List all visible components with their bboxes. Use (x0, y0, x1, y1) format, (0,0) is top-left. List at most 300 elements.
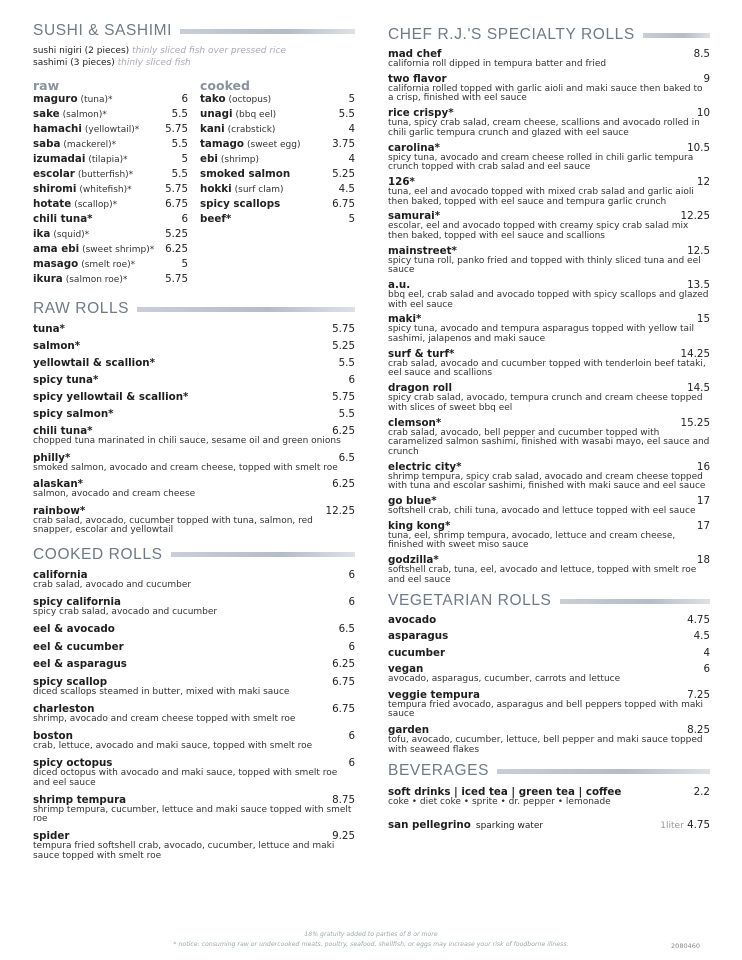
sushi-item (33, 168, 188, 183)
item-name: go blue* (388, 494, 437, 507)
item-translation: (scallop)* (74, 200, 118, 210)
item-price: 12 (696, 175, 710, 188)
menu-item (388, 495, 710, 517)
item-translation: (shrimp) (220, 155, 259, 165)
item-desc: smoked salmon, avocado and cream cheese, topped with smelt roe (33, 462, 338, 473)
item-name: chili tuna* (33, 213, 93, 225)
menu-item (388, 554, 710, 585)
item-translation: (crabstick) (227, 125, 276, 135)
header-rule (497, 769, 710, 774)
item-name: shiromi (33, 183, 77, 195)
item-desc: tofu, avocado, cucumber, lettuce, bell pepper and maki sauce topped with seaweed flakes (388, 734, 703, 755)
menu-item (33, 830, 355, 861)
item-price: 15.25 (680, 416, 710, 429)
item-price: 6 (181, 213, 188, 225)
menu-item (33, 391, 355, 403)
header-rule (180, 29, 355, 34)
vegetarian-title: VEGETARIAN ROLLS (388, 592, 552, 610)
item-price: 13.5 (687, 279, 710, 292)
item-price: 5.75 (332, 323, 355, 335)
item-price: 12.25 (680, 210, 710, 223)
header-rule (171, 552, 355, 557)
item-name: yellowtail & scallion* (33, 357, 155, 369)
right-column (388, 0, 710, 832)
menu-item (33, 505, 355, 536)
specialty-title: CHEF R.J.'S SPECIALTY ROLLS (388, 26, 635, 43)
menu-item (33, 757, 355, 788)
item-price: 5.5 (171, 108, 188, 120)
item-row (388, 245, 710, 257)
item-row (33, 357, 355, 369)
item-desc: spicy crab salad, avocado, tempura crunch and cream cheese topped with slices of sweet bbq eel (388, 393, 703, 413)
specialty-header (388, 25, 710, 45)
item-name: ikura (33, 273, 63, 285)
item-name: spicy octopus (33, 756, 113, 769)
beverages-header (388, 761, 710, 781)
item-name: king kong* (388, 519, 451, 532)
item-name: smoked salmon (200, 168, 291, 180)
item-name: tuna* (33, 323, 65, 335)
item-name: unagi (200, 108, 233, 120)
item-row (388, 348, 710, 360)
item-name: shrimp tempura (33, 793, 127, 806)
item-name: kani (200, 123, 225, 135)
item-name: alaskan* (33, 478, 84, 491)
item-name: ama ebi (33, 243, 80, 255)
item-name: garden (388, 723, 430, 736)
item-price: 5.75 (165, 183, 188, 195)
item-name: rice crispy* (388, 107, 454, 120)
item-name: vegan (388, 662, 424, 675)
sushi-item (33, 273, 188, 288)
item-name: eel & asparagus (33, 658, 127, 671)
item-price: 6 (348, 640, 355, 653)
menu-item (33, 703, 355, 725)
item-price: 6 (348, 568, 355, 581)
item-name: escolar (33, 168, 75, 180)
item-price: 12.25 (325, 504, 355, 517)
item-price: 5.25 (165, 228, 188, 240)
item-price: 17 (696, 519, 710, 532)
item-price: 5 (181, 258, 188, 270)
menu-item (388, 382, 710, 413)
item-price: 10 (696, 107, 710, 120)
vegetarian-header (388, 591, 710, 611)
item-row (388, 663, 710, 675)
item-price: 5.75 (165, 123, 188, 135)
beverage-soft-drinks (388, 786, 710, 808)
item-price: 6 (348, 596, 355, 609)
raw-rolls-header (33, 299, 355, 319)
menu-item (388, 107, 710, 138)
item-price: 4 (703, 646, 710, 659)
item-name: california (33, 568, 88, 581)
item-name: hamachi (33, 123, 82, 135)
item-translation: (whitefish)* (79, 185, 132, 195)
item-desc: tuna, eel, shrimp tempura, avocado, lettuce and cream cheese, finished with sweet miso sauce (388, 530, 676, 551)
cooked-rolls-list (33, 569, 355, 862)
menu-item (388, 417, 710, 458)
menu-item (33, 569, 355, 591)
item-name: ika (33, 228, 51, 240)
item-translation: (smelt roe)* (81, 260, 136, 270)
item-name: chili tuna* (33, 425, 93, 437)
item-row (33, 452, 355, 464)
item-translation: (salmon)* (62, 110, 107, 120)
item-price: 14.5 (687, 382, 710, 395)
item-name: san pellegrino (388, 818, 471, 831)
sushi-grid (33, 78, 355, 288)
item-translation: (surf clam) (234, 185, 284, 195)
raw-rolls-title: RAW ROLLS (33, 300, 130, 317)
menu-item (33, 658, 355, 670)
menu-item (388, 724, 710, 755)
item-name: avocado (388, 614, 437, 627)
item-desc: crab salad, avocado, bell pepper and cucumber topped with caramelized salmon sashimi, finished with wasabi mayo, eel sauce and crunch (388, 427, 710, 457)
item-name: tamago (200, 138, 244, 150)
item-name: 126* (388, 175, 415, 188)
menu-item (388, 647, 710, 659)
sushi-item (200, 168, 355, 183)
item-price: 8.75 (332, 793, 355, 806)
item-name: two flavor (388, 72, 447, 85)
menu-item (388, 48, 710, 70)
item-price: 5.5 (171, 138, 188, 150)
sashimi-line: sashimi (3 pieces) thinly sliced fish (33, 57, 191, 68)
item-row (33, 340, 355, 352)
item-name: eel & avocado (33, 623, 115, 636)
item-row (388, 614, 710, 626)
item-desc: sparking water (475, 820, 544, 831)
sushi-item (33, 123, 188, 138)
sushi-item (200, 123, 355, 138)
item-desc: shrimp, avocado and cream cheese topped with smelt roe (33, 713, 296, 724)
item-name: maguro (33, 93, 78, 105)
item-name: mad chef (388, 48, 442, 60)
item-price: 3.75 (332, 138, 355, 150)
item-price: 6.25 (165, 243, 188, 255)
item-row (33, 623, 355, 635)
item-name: cucumber (388, 646, 446, 659)
item-desc: tuna, spicy crab salad, cream cheese, scallions and avocado rolled in chili garlic tempura crunch and glazed with eel sauce (388, 118, 700, 138)
item-price: 5.5 (338, 357, 355, 369)
menu-item (33, 340, 355, 352)
item-translation: (salmon roe)* (65, 275, 128, 285)
item-row (388, 647, 710, 659)
item-name: hotate (33, 198, 72, 210)
nigiri-line: sushi nigiri (2 pieces) thinly sliced fish over pressed rice (33, 46, 287, 56)
item-price: 9 (703, 72, 710, 85)
item-name: soft drinks | iced tea | green tea | coffee (388, 786, 622, 799)
item-price: 5.75 (332, 391, 355, 403)
menu-item (33, 623, 355, 635)
item-price: 9.25 (332, 830, 355, 843)
item-price: 5.5 (338, 108, 355, 120)
item-desc: tempura fried softshell crab, avocado, cucumber, lettuce and maki sauce topped with smelt roe (33, 841, 335, 861)
item-desc: california rolled topped with garlic aioli and maki sauce then baked to a crisp, finished with eel sauce (388, 83, 703, 104)
sushi-item (200, 138, 355, 153)
item-translation: (bbq eel) (235, 110, 277, 120)
sushi-item (33, 258, 188, 273)
item-name: salmon* (33, 340, 81, 352)
item-price: 4.75 (687, 818, 710, 831)
menu-item (33, 374, 355, 386)
item-name: veggie tempura (388, 688, 480, 701)
menu-item (33, 357, 355, 369)
item-desc: diced octopus with avocado and maki sauce, topped with smelt roe and eel sauce (33, 767, 338, 788)
item-row (388, 630, 710, 642)
item-name: sake (33, 108, 60, 120)
sushi-item (200, 108, 355, 123)
item-price: 4.5 (693, 630, 710, 643)
item-price: 6.5 (338, 623, 355, 636)
item-name: surf & turf* (388, 347, 455, 360)
header-rule (137, 307, 355, 312)
item-translation: (butterfish)* (77, 170, 134, 180)
item-name: a.u. (388, 279, 411, 292)
item-desc: salmon, avocado and cream cheese (33, 489, 196, 500)
item-translation: (mackerel)* (63, 140, 117, 150)
item-name: spicy salmon* (33, 408, 114, 420)
item-name: clemson* (388, 416, 442, 429)
item-price: 10.5 (687, 141, 710, 154)
item-name: charleston (33, 702, 95, 715)
menu-item (388, 689, 710, 720)
item-price: 5 (181, 153, 188, 165)
cooked-subheading: cooked (200, 78, 250, 93)
item-price: 6.75 (165, 198, 188, 210)
header-rule (560, 599, 711, 604)
item-name: tako (200, 93, 226, 105)
menu-item (388, 663, 710, 685)
menu-item (388, 279, 710, 310)
menu-item (388, 614, 710, 626)
raw-rolls-list (33, 323, 355, 536)
item-price: 5.5 (171, 168, 188, 180)
item-name: maki* (388, 313, 422, 326)
sushi-item (33, 183, 188, 198)
item-name: electric city* (388, 460, 462, 473)
cooked-rolls-header (33, 545, 355, 565)
item-row (33, 641, 355, 653)
menu-item (33, 596, 355, 618)
item-name: godzilla* (388, 554, 439, 567)
item-desc: crab, lettuce, avocado and maki sauce, topped with smelt roe (33, 740, 313, 751)
item-row (33, 676, 355, 688)
item-name: mainstreet* (388, 244, 457, 257)
item-price: 6 (348, 756, 355, 769)
item-price: 6 (181, 93, 188, 105)
item-name: rainbow* (33, 504, 86, 517)
item-price: 4 (348, 123, 355, 135)
item-price: 4.75 (687, 614, 710, 627)
menu-item (33, 425, 355, 447)
item-name: beef* (200, 213, 232, 225)
foodborne-notice: * notice: consuming raw or undercooked meats, poultry, seafood, shellfish, or eggs may increase your risk of foodborne illness. (173, 941, 569, 948)
item-price: 6.75 (332, 198, 355, 210)
item-name: spicy scallops (200, 198, 281, 210)
cooked-list (200, 93, 355, 228)
item-row (33, 374, 355, 386)
item-name: spicy scallop (33, 675, 108, 688)
menu-item (33, 323, 355, 335)
item-desc: tuna, eel and avocado topped with mixed crab salad and garlic aioli then baked, topped with eel sauce and tempura garlic crunch (388, 186, 694, 207)
item-desc: crab salad, avocado and cucumber topped with tenderloin beef tataki, eel sauce and scallions (388, 358, 706, 379)
item-desc: softshell crab, chili tuna, avocado and lettuce topped with eel sauce (388, 505, 696, 516)
item-desc: avocado, asparagus, cucumber, carrots and lettuce (388, 673, 621, 684)
sushi-item (33, 198, 188, 213)
item-price: 6.25 (332, 425, 355, 437)
item-name: samurai* (388, 210, 441, 223)
item-name: saba (33, 138, 61, 150)
item-translation: (sweet egg) (247, 140, 301, 150)
item-price: 5 (348, 93, 355, 105)
item-desc: spicy tuna roll, panko fried and topped with thinly sliced tuna and eel sauce (388, 255, 701, 276)
item-price: 14.25 (680, 347, 710, 360)
item-name: hokki (200, 183, 232, 195)
menu-item (33, 641, 355, 653)
sushi-item (200, 198, 355, 213)
menu-item (33, 452, 355, 474)
item-desc: shrimp tempura, spicy crab salad, avocado and cream cheese topped with tuna and escolar sashimi, finished with maki sauce and eel sauce (388, 471, 706, 492)
item-name: masago (33, 258, 79, 270)
item-price: 6.25 (332, 658, 355, 671)
item-desc: tempura fried avocado, asparagus and bell peppers topped with maki sauce (388, 699, 704, 720)
item-desc: bbq eel, crab salad and avocado topped with spicy scallops and glazed with eel sauce (388, 290, 709, 310)
menu-item (388, 461, 710, 492)
item-price: 4 (348, 153, 355, 165)
cooked-column (200, 78, 355, 288)
item-name: izumadai (33, 153, 86, 165)
item-price: 15 (696, 313, 710, 326)
item-name: asparagus (388, 630, 449, 643)
item-name: spicy tuna* (33, 374, 99, 386)
raw-list (33, 93, 188, 288)
sushi-item (33, 93, 188, 108)
item-desc: softshell crab, tuna, eel, avocado and lettuce, topped with smelt roe and eel sauce (388, 565, 697, 585)
item-name: boston (33, 729, 73, 742)
menu-item (388, 176, 710, 207)
item-desc: spicy crab salad, avocado and cucumber (33, 607, 218, 618)
item-desc: coke • diet coke • sprite • dr. pepper • lemonade (388, 797, 611, 808)
item-name: eel & cucumber (33, 640, 124, 653)
item-price: 4.5 (338, 183, 355, 195)
item-translation: (yellowtail)* (84, 125, 140, 135)
vegetarian-list (388, 614, 710, 755)
item-price: 6.75 (332, 675, 355, 688)
cooked-rolls-title: COOKED ROLLS (33, 545, 163, 563)
menu-item (388, 73, 710, 104)
item-price: 8.5 (693, 48, 710, 60)
item-row (388, 520, 710, 532)
menu-item (388, 348, 710, 379)
item-price: 5 (348, 213, 355, 225)
menu-item (33, 408, 355, 420)
sushi-item (200, 213, 355, 228)
sushi-intro (33, 46, 355, 69)
item-row (388, 689, 710, 701)
sushi-item (200, 183, 355, 198)
sushi-item (33, 213, 188, 228)
item-price: 17 (696, 494, 710, 507)
item-row (33, 505, 355, 517)
item-price: 5.25 (332, 340, 355, 352)
beverage-san-pellegrino (388, 813, 710, 832)
item-translation: (squid)* (53, 230, 90, 240)
item-row (33, 794, 355, 806)
menu-item (33, 794, 355, 825)
item-price: 18 (696, 554, 710, 567)
item-desc: california roll dipped in tempura batter and fried (388, 59, 607, 69)
item-name: spider (33, 830, 70, 843)
gratuity-note: 18% gratuity added to parties of 8 or more (304, 931, 438, 938)
item-row (33, 703, 355, 715)
menu-item (33, 730, 355, 752)
item-row (33, 408, 355, 420)
menu-item (33, 478, 355, 500)
menu-item (388, 210, 710, 241)
sushi-item (33, 228, 188, 243)
item-desc: spicy tuna, avocado and cream cheese rolled in chili garlic tempura crunch topped with crab salad and eel sauce (388, 152, 694, 173)
item-price: 12.5 (687, 244, 710, 257)
item-translation: (octopus) (228, 95, 272, 105)
item-price: 8.25 (687, 723, 710, 736)
specialty-list (388, 48, 710, 585)
header-rule (643, 33, 710, 38)
item-price: 6.5 (338, 451, 355, 464)
item-name: ebi (200, 153, 218, 165)
sushi-item (33, 138, 188, 153)
item-price: 7.25 (687, 688, 710, 701)
item-price: 16 (696, 460, 710, 473)
item-price: 2.2 (693, 786, 710, 799)
item-translation: (tuna)* (80, 95, 113, 105)
menu-item (388, 520, 710, 551)
item-desc: shrimp tempura, cucumber, lettuce and maki sauce topped with smelt roe (33, 804, 352, 825)
menu-item (33, 676, 355, 698)
item-row (388, 73, 710, 85)
item-row (388, 417, 710, 429)
item-price: 6.25 (332, 478, 355, 491)
item-size: 1liter (660, 820, 684, 831)
sushi-sashimi-header (33, 21, 355, 41)
item-price: 6 (348, 729, 355, 742)
item-translation: (sweet shrimp)* (82, 245, 155, 255)
item-name: carolina* (388, 141, 440, 154)
item-price: 5.75 (165, 273, 188, 285)
beverages-title: BEVERAGES (388, 762, 490, 780)
sushi-item (200, 153, 355, 168)
menu-item (388, 630, 710, 642)
menu-item (388, 313, 710, 344)
menu-item (388, 142, 710, 173)
item-price: 6.75 (332, 702, 355, 715)
item-row (33, 391, 355, 403)
sushi-item (33, 243, 188, 258)
item-desc: diced scallops steamed in butter, mixed with maki sauce (33, 686, 290, 697)
left-column (33, 0, 355, 867)
item-name: philly* (33, 451, 71, 464)
menu-item (388, 245, 710, 276)
item-desc: crab salad, avocado, cucumber topped with tuna, salmon, red snapper, escolar and yellowtail (33, 515, 313, 536)
item-name: spicy yellowtail & scallion* (33, 391, 189, 403)
item-row (388, 142, 710, 154)
menu-code: 2080460 (671, 942, 700, 950)
item-row (388, 461, 710, 473)
sushi-item (200, 93, 355, 108)
item-name: spicy california (33, 596, 121, 609)
sushi-sashimi-title: SUSHI & SASHIMI (33, 22, 173, 39)
